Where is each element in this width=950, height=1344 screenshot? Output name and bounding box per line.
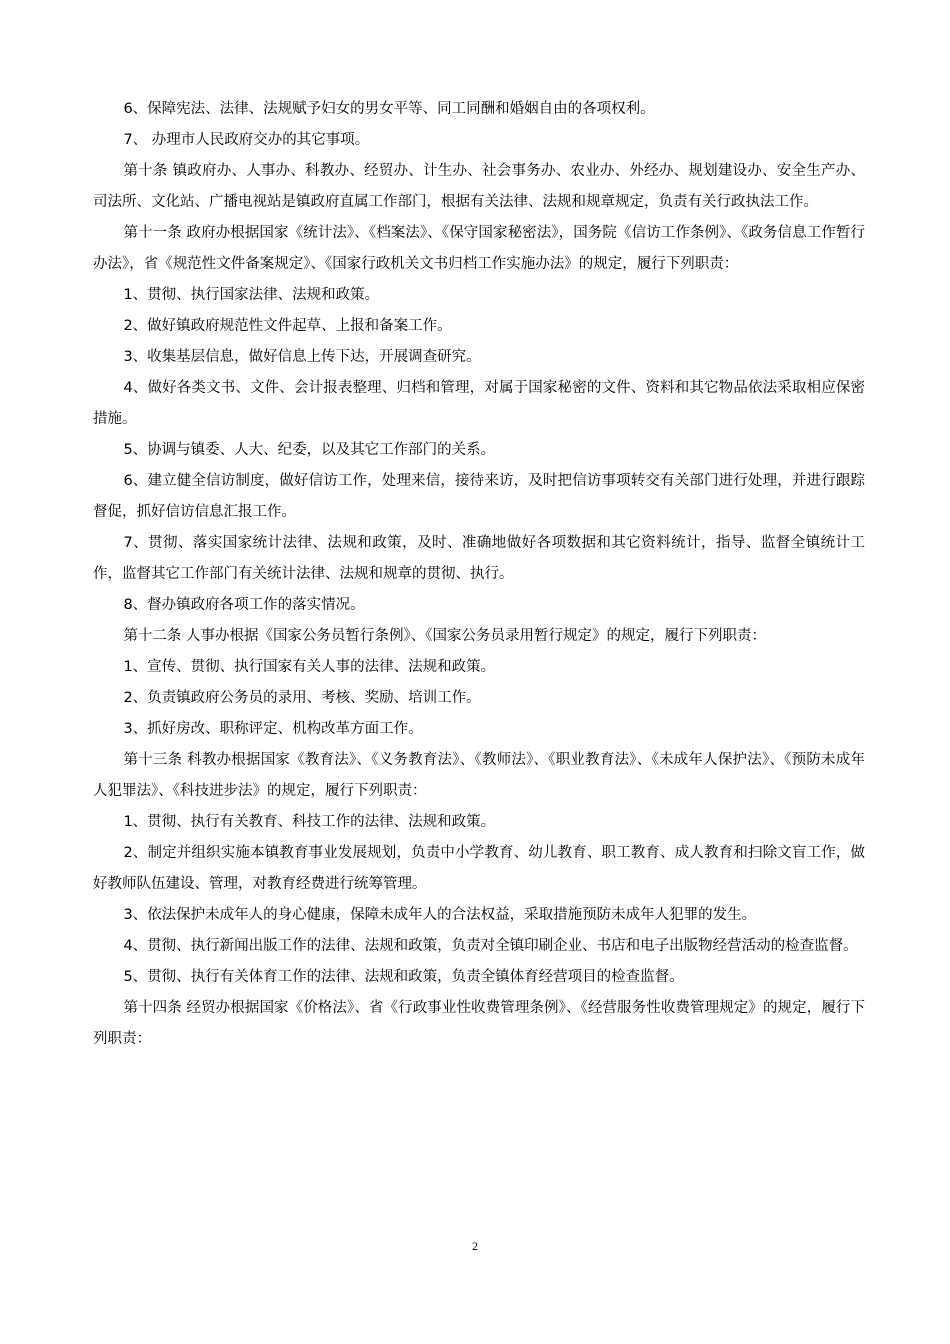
- paragraph: 第十四条 经贸办根据国家《价格法》、省《行政事业性收费管理条例》、《经营服务性收费管理规定》的规定，履行下列职责：: [93, 1000, 865, 1047]
- paragraph: 5、贯彻、执行有关体育工作的法律、法规和政策，负责全镇体育经营项目的检查监督。: [123, 969, 684, 985]
- document-body: [93, 94, 865, 1055]
- paragraph: 4、做好各类文书、文件、会计报表整理、归档和管理，对属于国家秘密的文件、资料和其它物品依法采取相应保密措施。: [93, 380, 865, 427]
- paragraph: 第十条 镇政府办、人事办、科教办、经贸办、计生办、社会事务办、农业办、外经办、规划建设办、安全生产办、司法所、文化站、广播电视站是镇政府直属工作部门，根据有关法律、法规和规章规定，负责有关行政执法工作。: [93, 163, 865, 210]
- paragraph: 1、贯彻、执行有关教育、科技工作的法律、法规和政策。: [123, 814, 496, 830]
- paragraph: 5、协调与镇委、人大、纪委，以及其它工作部门的关系。: [123, 442, 496, 458]
- paragraph: 3、收集基层信息，做好信息上传下达，开展调查研究。: [123, 349, 481, 365]
- paragraph: 2、负责镇政府公务员的录用、考核、奖励、培训工作。: [123, 690, 481, 706]
- paragraph: 7、贯彻、落实国家统计法律、法规和政策，及时、准确地做好各项数据和其它资料统计，指导、监督全镇统计工作，监督其它工作部门有关统计法律、法规和规章的贯彻、执行。: [93, 535, 865, 582]
- paragraph: 第十一条 政府办根据国家《统计法》、《档案法》、《保守国家秘密法》，国务院《信访工作条例》、《政务信息工作暂行办法》，省《规范性文件备案规定》、《国家行政机关文书归档工作实施办法》的规定，履行下列职责：: [93, 225, 865, 272]
- paragraph: 7、 办理市人民政府交办的其它事项。: [123, 132, 370, 148]
- paragraph: 6、建立健全信访制度，做好信访工作，处理来信，接待来访，及时把信访事项转交有关部门进行处理，并进行跟踪督促，抓好信访信息汇报工作。: [93, 473, 865, 520]
- paragraph: 3、依法保护未成年人的身心健康，保障未成年人的合法权益，采取措施预防未成年人犯罪的发生。: [123, 907, 757, 923]
- paragraph: 3、抓好房改、职称评定、机构改革方面工作。: [123, 721, 423, 737]
- paragraph: 6、保障宪法、法律、法规赋予妇女的男女平等、同工同酬和婚姻自由的各项权利。: [123, 101, 655, 117]
- paragraph: 1、贯彻、执行国家法律、法规和政策。: [123, 287, 380, 303]
- paragraph: 1、宣传、贯彻、执行国家有关人事的法律、法规和政策。: [123, 659, 496, 675]
- paragraph: 8、督办镇政府各项工作的落实情况。: [123, 597, 365, 613]
- paragraph: 第十二条 人事办根据《国家公务员暂行条例》、《国家公务员录用暂行规定》的规定，履行下列职责：: [123, 628, 767, 644]
- paragraph: 2、做好镇政府规范性文件起草、上报和备案工作。: [123, 318, 452, 334]
- paragraph: 第十三条 科教办根据国家《教育法》、《义务教育法》、《教师法》、《职业教育法》、《未成年人保护法》、《预防未成年人犯罪法》、《科技进步法》的规定，履行下列职责：: [93, 752, 865, 799]
- paragraph: 2、制定并组织实施本镇教育事业发展规划，负责中小学教育、幼儿教育、职工教育、成人教育和扫除文盲工作，做好教师队伍建设、管理，对教育经费进行统筹管理。: [93, 845, 865, 892]
- page-number: 2: [472, 1239, 478, 1253]
- paragraph: 4、贯彻、执行新闻出版工作的法律、法规和政策，负责对全镇印刷企业、书店和电子出版物经营活动的检查监督。: [123, 938, 858, 954]
